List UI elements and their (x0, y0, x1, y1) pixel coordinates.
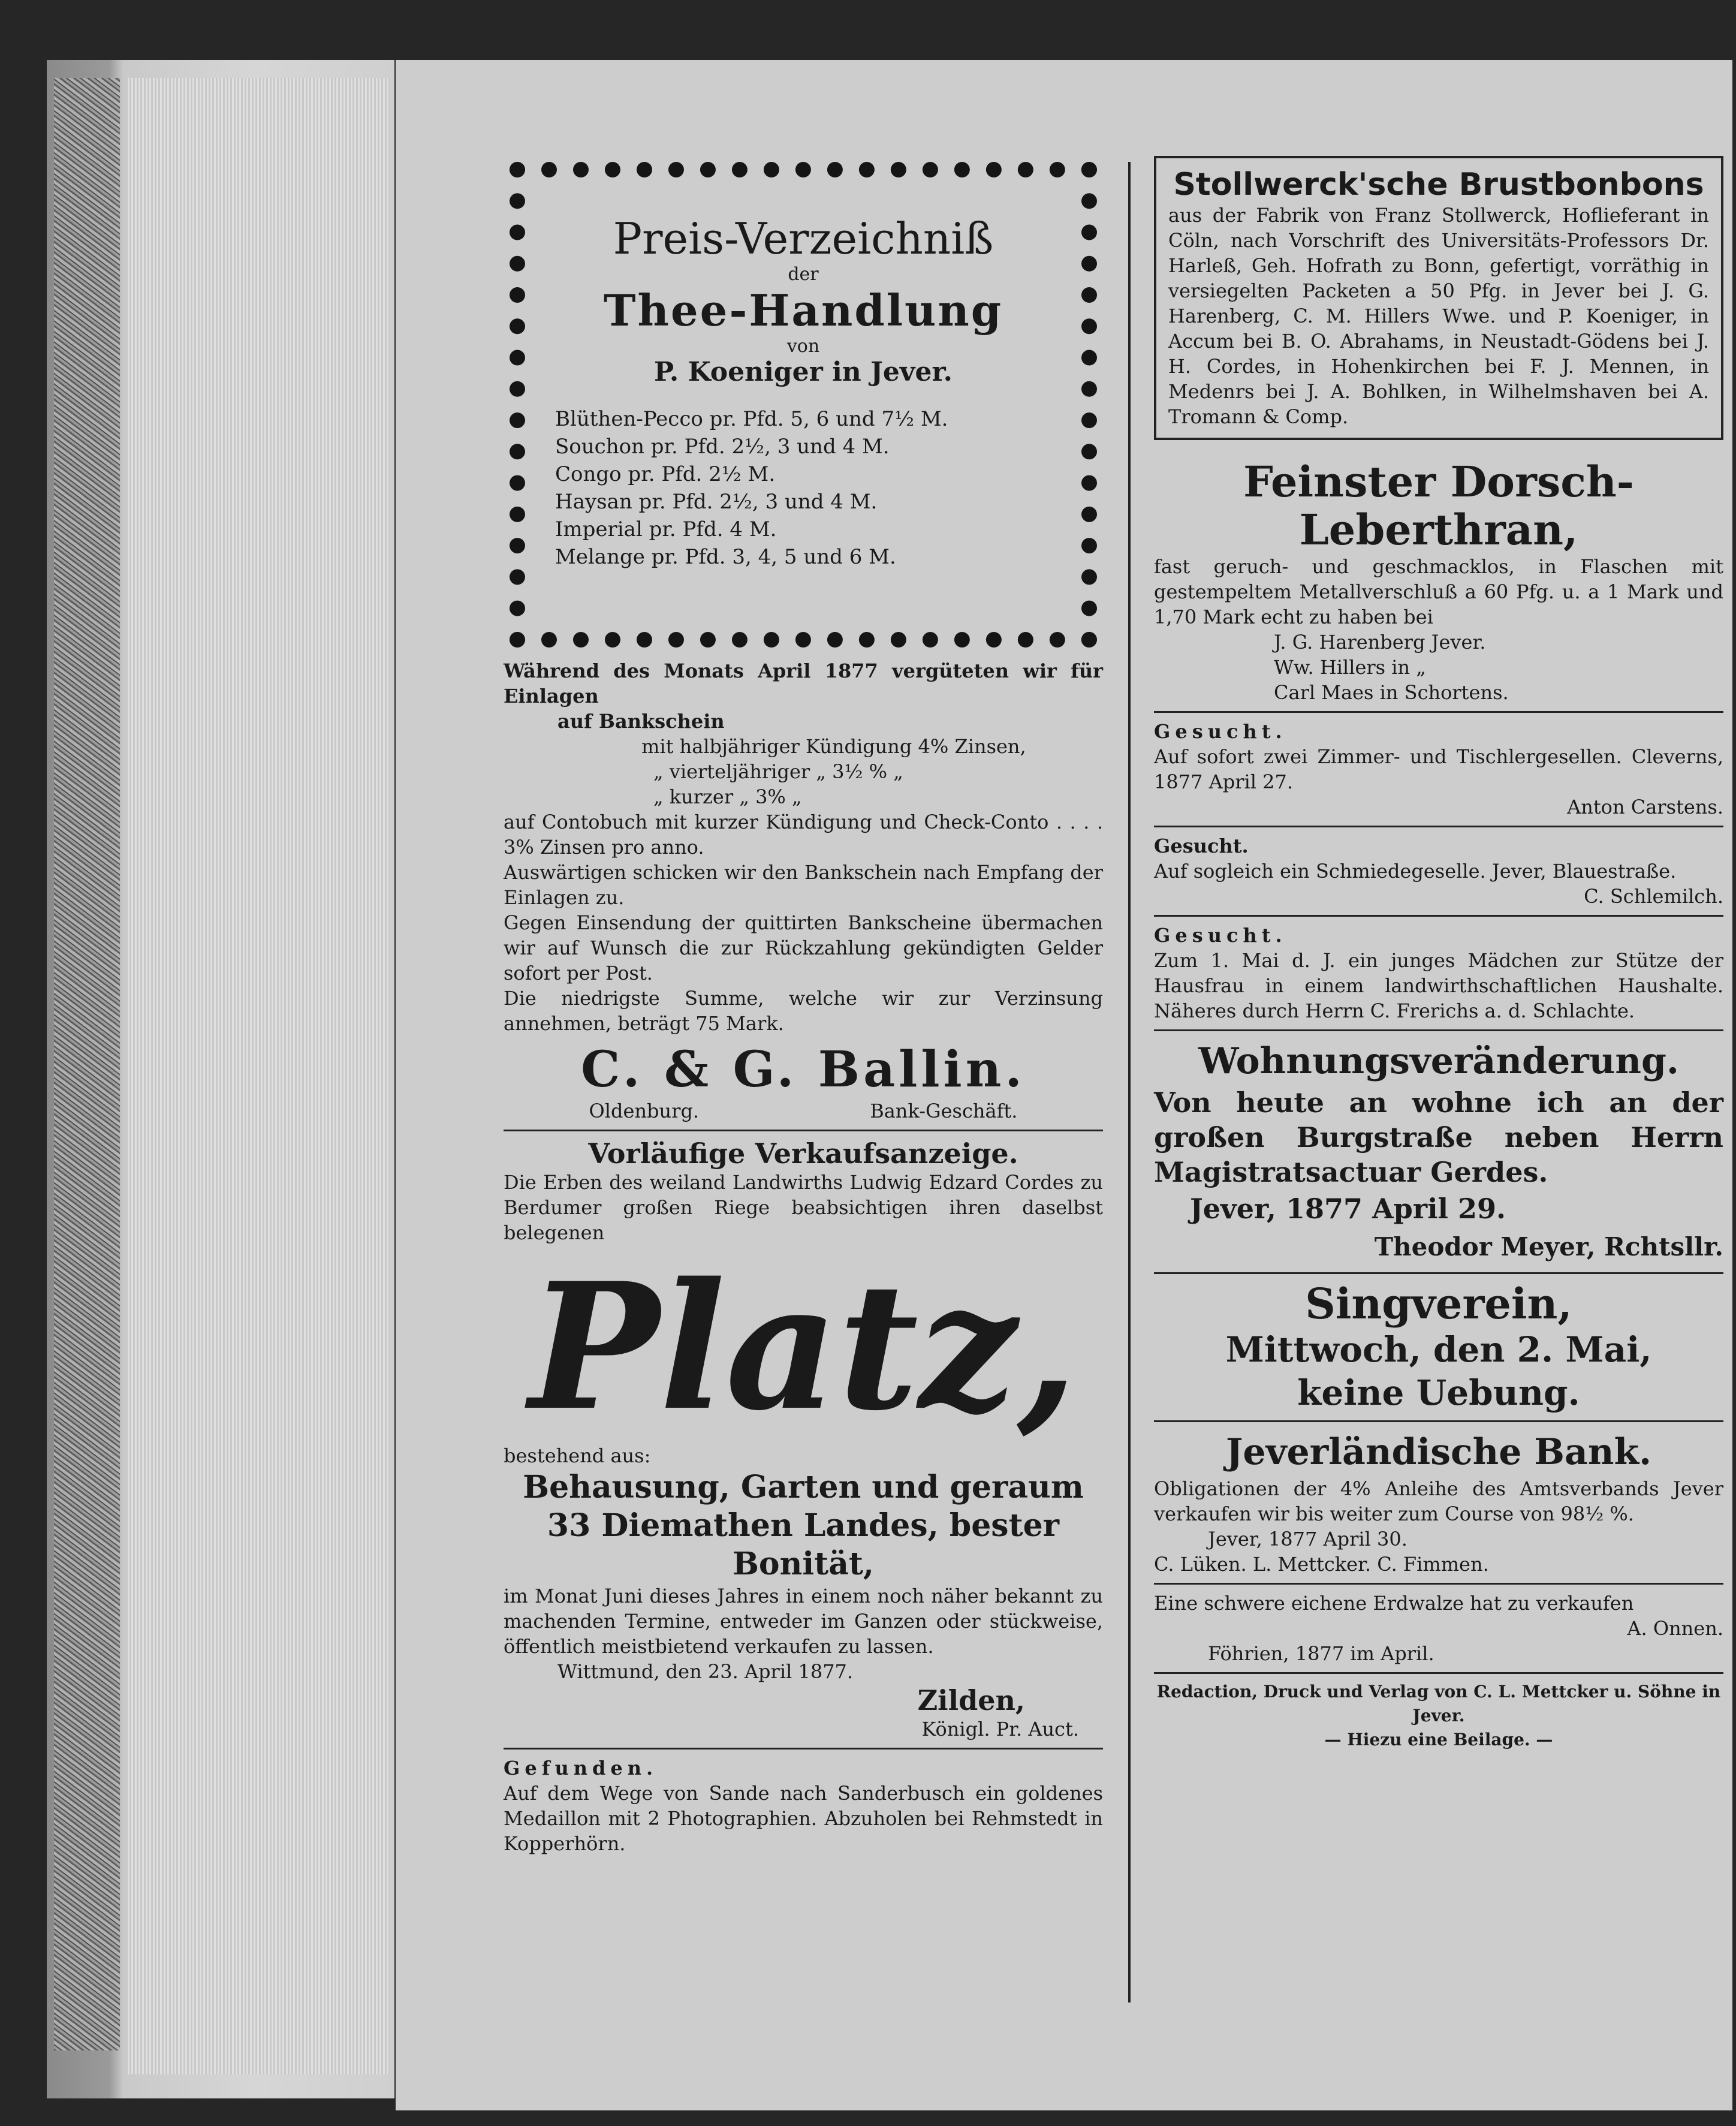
leberthran-seller-1: J. G. Harenberg Jever. (1274, 631, 1486, 654)
left-column (504, 150, 1103, 1856)
thee-owner: P. Koeniger in Jever. (654, 357, 953, 387)
gefunden-body: Auf dem Wege von Sande nach Sanderbusch ein goldenes Medaillon mit 2 Photographien. Abzuholen bei Rehmstedt in Kopperhörn. (504, 1782, 1103, 1855)
bank-body: Obligationen der 4% Anleihe des Amtsverbands Jever verkaufen wir bis weiter zum Course von 98½ %. (1154, 1477, 1723, 1525)
price-line: Imperial pr. Pfd. 4 M. (555, 517, 777, 541)
ballin-kind: Bank-Geschäft. (870, 1100, 1018, 1122)
leberthran-title: Feinster Dorsch-Leberthran, (1243, 457, 1634, 555)
wohnung-date: Jever, 1877 April 29. (1190, 1193, 1506, 1225)
gesucht1-sign: Anton Carstens. (1567, 796, 1723, 818)
platz-heading: Vorläufige Verkaufsanzeige. (588, 1137, 1018, 1170)
singverein-line-2: keine Uebung. (1297, 1372, 1580, 1413)
bank-date: Jever, 1877 April 30. (1208, 1528, 1408, 1550)
divider (504, 1748, 1103, 1749)
thee-ad-box (510, 162, 1097, 648)
platz-line-3: Bonität, (732, 1546, 875, 1582)
stollwerck-ad (1154, 156, 1723, 440)
ballin-footer (504, 1098, 1103, 1124)
stollwerck-title: Stollwerck'sche Brustbonbons (1173, 167, 1704, 203)
ballin-rate-2: „ vierteljähriger „ 3½ % „ (653, 760, 903, 783)
thee-von: von (786, 336, 820, 357)
thee-title: Preis-Verzeichniß (613, 213, 994, 264)
price-line: Congo pr. Pfd. 2½ M. (555, 462, 776, 486)
ballin-rate-1: mit halbjähriger Kündigung 4% Zinsen, (641, 735, 1026, 758)
ballin-firm: C. & G. Ballin. (581, 1041, 1026, 1098)
bank-title: Jeverländische Bank. (1226, 1431, 1651, 1473)
gesucht2-heading: Gesucht. (1154, 835, 1249, 857)
platz-body: im Monat Juni dieses Jahres in einem noch näher bekannt zu machenden Termine, entweder im Ganzen oder stückweise, öffentlich meistbietend verkaufen zu lassen. (504, 1585, 1103, 1658)
divider (504, 1130, 1103, 1131)
singverein-title: Singverein, (1305, 1279, 1572, 1329)
erdwalze-body: Eine schwere eichene Erdwalze hat zu verkaufen (1154, 1592, 1634, 1615)
platz-signature: Zilden, (917, 1684, 1025, 1717)
platz-word: Platz, (529, 1245, 1078, 1449)
wohnung-sign: Theodor Meyer, Rchtsllr. (1374, 1232, 1723, 1261)
price-line: Blüthen-Pecco pr. Pfd. 5, 6 und 7½ M. (555, 407, 948, 431)
stollwerck-body: aus der Fabrik von Franz Stollwerck, Hoflieferant in Cöln, nach Vorschrift des Universitäts-Professors Dr. Harleß, Geh. Hofrath zu Bonn, gefertigt, vorräthig in versiegelten Packeten a 50 Pfg. in Jever bei J. G. Harenberg, C. M. Hillers Wwe. und P. Koeniger, in Accum bei B. O. Abrahams, in Neustadt-Gödens bei J. H. Cordes, in Hohenkirchen bei F. J. Mennen, in Medenrs bei J. A. Bohlken, in Wilhelmshaven bei A. Tromann & Comp. (1168, 204, 1709, 428)
ballin-intro: Während des Monats April 1877 vergüteten wir für Einlagen (504, 660, 1103, 707)
platz-bestehend: bestehend aus: (504, 1444, 651, 1467)
ballin-rate-3: „ kurzer „ 3% „ (653, 785, 802, 808)
ballin-p2: Gegen Einsendung der quittirten Bankscheine übermachen wir auf Wunsch die zur Rückzahlung gekündigten Gelder sofort per Post. (504, 911, 1103, 984)
divider (1154, 1672, 1723, 1674)
leberthran-body: fast geruch- und geschmacklos, in Flaschen mit gestempeltem Metallverschluß a 60 Pfg. u. a 1 Mark und 1,70 Mark echt zu haben bei (1154, 555, 1723, 628)
thee-der: der (788, 264, 819, 285)
wohnung-title: Wohnungsveränderung. (1198, 1040, 1679, 1082)
platz-line-1: Behausung, Garten und geraum (523, 1469, 1084, 1505)
erdwalze-sign: A. Onnen. (1627, 1617, 1723, 1640)
ballin-p3: Die niedrigste Summe, welche wir zur Verzinsung annehmen, beträgt 75 Mark. (504, 987, 1103, 1035)
gesucht3-heading: Gesucht. (1154, 924, 1287, 947)
wohnung-body: Von heute an wohne ich an der großen Burgstraße neben Herrn Magistratsactuar Gerdes. (1154, 1086, 1723, 1188)
gesucht2-body: Auf sogleich ein Schmiedegeselle. Jever, Blauestraße. (1154, 860, 1677, 883)
platz-date: Wittmund, den 23. April 1877. (557, 1660, 854, 1683)
singverein-line-1: Mittwoch, den 2. Mai, (1225, 1329, 1652, 1370)
column-divider (1128, 162, 1131, 2002)
price-line: Haysan pr. Pfd. 2½, 3 und 4 M. (555, 490, 878, 514)
marbled-cover (54, 78, 120, 2050)
platz-line-2: 33 Diemathen Landes, bester (547, 1507, 1060, 1544)
beilage-note: — Hiezu eine Beilage. — (1324, 1730, 1553, 1749)
ballin-p1: Auswärtigen schicken wir den Bankschein nach Empfang der Einlagen zu. (504, 861, 1103, 909)
ballin-city: Oldenburg. (589, 1100, 700, 1122)
divider (1154, 1029, 1723, 1031)
bank-names: C. Lüken. L. Mettcker. C. Fimmen. (1154, 1553, 1489, 1576)
ballin-conto: auf Contobuch mit kurzer Kündigung und Check-Conto . . . . 3% Zinsen pro anno. (504, 811, 1103, 859)
platz-intro: Die Erben des weiland Landwirths Ludwig Edzard Cordes zu Berdumer großen Riege beabsichtigen ihren daselbst belegenen (504, 1171, 1103, 1244)
gesucht3-body: Zum 1. Mai d. J. ein junges Mädchen zur Stütze der Hausfrau in einem landwirthschaftlichen Haushalte. Näheres durch Herrn C. Frerichs a. d. Schlachte. (1154, 949, 1723, 1022)
erdwalze-date: Föhrien, 1877 im April. (1208, 1642, 1434, 1665)
divider (1154, 1420, 1723, 1422)
gesucht1-body: Auf sofort zwei Zimmer- und Tischlergesellen. Cleverns, 1877 April 27. (1154, 745, 1723, 793)
leberthran-seller-3: Carl Maes in Schortens. (1274, 681, 1509, 704)
divider (1154, 826, 1723, 827)
gesucht2-sign: C. Schlemilch. (1584, 885, 1723, 908)
imprint: Redaction, Druck und Verlag von C. L. Mettcker u. Söhne in Jever. (1156, 1682, 1721, 1726)
thee-name: Thee-Handlung (603, 285, 1003, 336)
page-stack (126, 78, 390, 2074)
divider (1154, 1272, 1723, 1274)
platz-sign-role: Königl. Pr. Auct. (921, 1718, 1079, 1740)
gefunden-heading: Gefunden. (504, 1757, 658, 1779)
price-line: Souchon pr. Pfd. 2½, 3 und 4 M. (555, 435, 890, 459)
right-column (1154, 150, 1723, 1752)
divider (1154, 1583, 1723, 1585)
leberthran-seller-2: Ww. Hillers in „ (1274, 656, 1426, 679)
price-line: Melange pr. Pfd. 3, 4, 5 und 6 M. (555, 545, 896, 569)
divider (1154, 915, 1723, 917)
divider (1154, 711, 1723, 713)
gesucht1-heading: Gesucht. (1154, 720, 1287, 743)
ballin-bankschein: auf Bankschein (557, 710, 725, 733)
